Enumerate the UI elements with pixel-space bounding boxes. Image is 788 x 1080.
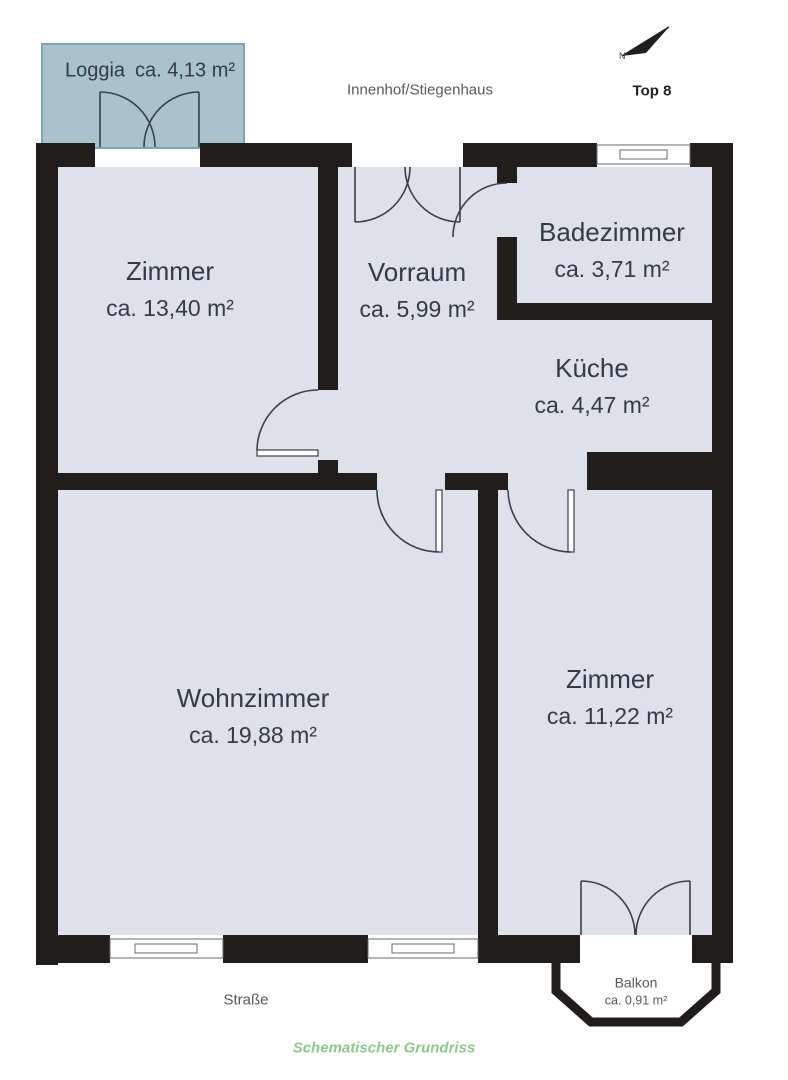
door-leaf: [257, 450, 318, 456]
wall-segment: [36, 143, 58, 965]
wall-segment: [58, 473, 377, 490]
wall-segment: [712, 143, 733, 955]
window: [110, 939, 223, 958]
room-label-wohnzimmer: [177, 683, 330, 749]
north-letter: N: [619, 51, 626, 61]
wall-segment: [497, 167, 517, 183]
room-label-loggia: [65, 60, 235, 83]
wall-segment: [200, 143, 352, 167]
room-area: ca. 4,47 m²: [534, 392, 650, 418]
wall-segment: [478, 473, 498, 935]
room-name: Küche: [555, 353, 629, 383]
window: [368, 939, 478, 958]
wall-segment: [497, 237, 517, 303]
room-area: ca. 11,22 m²: [546, 703, 674, 729]
wall-segment: [463, 143, 597, 167]
wall-segment: [692, 935, 733, 963]
room-label-kueche: [534, 353, 649, 419]
room-name: Balkon: [614, 974, 658, 991]
plan-caption: Schematischer Grundriss: [292, 1039, 476, 1057]
room-area: ca. 13,40 m²: [106, 295, 234, 321]
wall-segment: [318, 167, 338, 390]
room-name: Badezimmer: [539, 217, 685, 247]
room-label-badezimmer: [539, 217, 685, 283]
window: [597, 145, 690, 164]
wall-segment: [587, 452, 712, 490]
room-label-vorraum: [359, 257, 474, 323]
wall-segment: [478, 935, 580, 963]
room-name: Vorraum: [367, 257, 467, 287]
wall-segment: [36, 935, 110, 963]
room-area: ca. 3,71 m²: [554, 256, 670, 282]
door-leaf: [568, 490, 574, 552]
room-area: ca. 0,91 m²: [604, 993, 668, 1008]
door-leaf: [436, 490, 442, 552]
room-name: Wohnzimmer: [176, 683, 330, 713]
wall-segment: [445, 473, 508, 490]
courtyard-label: Innenhof/Stiegenhaus: [347, 81, 493, 99]
wall-segment: [318, 460, 338, 473]
wall-segment: [223, 935, 368, 963]
wall-segment: [497, 303, 712, 320]
street-label: Straße: [223, 991, 269, 1009]
room-name: Zimmer: [125, 256, 215, 286]
room-label-zimmer-1: [106, 256, 234, 322]
room-label-zimmer-2: [547, 664, 673, 730]
room-name: Loggia: [64, 59, 126, 82]
unit-label: Top 8: [632, 82, 672, 100]
north-arrow-icon: [619, 27, 669, 61]
room-area: ca. 19,88 m²: [189, 722, 317, 748]
room-area: ca. 5,99 m²: [359, 296, 475, 322]
room-name: Zimmer: [565, 664, 655, 694]
room-label-balkon: [605, 975, 668, 1008]
room-area: ca. 4,13 m²: [135, 59, 236, 82]
